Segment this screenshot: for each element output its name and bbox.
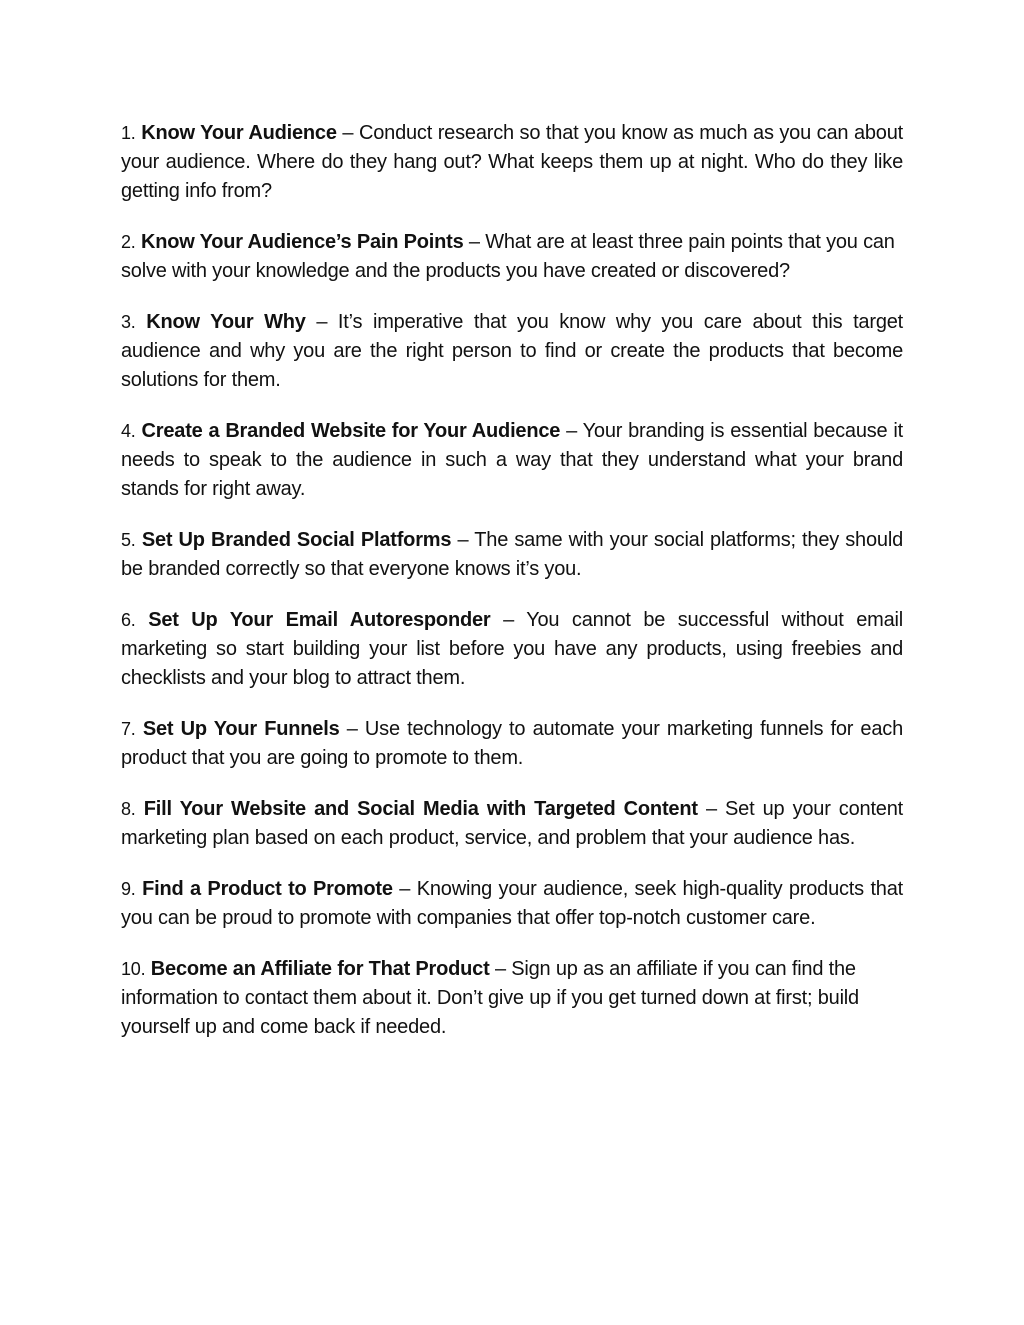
item-text: Use technology to automate your marketing funnels for each product that you are going to promote to them. xyxy=(121,718,903,769)
item-dash: – xyxy=(316,311,328,333)
document-page xyxy=(121,119,903,1064)
list-item xyxy=(121,795,903,853)
item-title: Create a Branded Website for Your Audience xyxy=(141,420,561,442)
item-dash: – xyxy=(503,609,514,631)
item-dash: – xyxy=(399,878,411,900)
item-dash: – xyxy=(457,529,469,551)
item-number: 5. xyxy=(121,530,136,550)
list-item xyxy=(121,417,903,504)
item-text: Knowing your audience, seek high-quality products that you can be proud to promote with companies that offer top-notch customer care. xyxy=(121,878,904,929)
list-item xyxy=(121,526,903,584)
item-title: Fill Your Website and Social Media with Targeted Content xyxy=(143,798,698,820)
item-text: Sign up as an affiliate if you can find the information to contact them about it. Don’t give up if you get turned down at first; build yourself up and come back if needed. xyxy=(121,958,859,1038)
item-text: You cannot be successful without email marketing so start building your list before you have any products, using freebies and checklists and your blog to attract them. xyxy=(121,609,903,689)
item-dash: – xyxy=(566,420,578,442)
item-title: Become an Affiliate for That Product xyxy=(150,958,490,980)
item-number: 1. xyxy=(121,123,136,143)
item-title: Know Your Why xyxy=(146,311,306,333)
item-number: 9. xyxy=(121,879,136,899)
item-title: Know Your Audience’s Pain Points xyxy=(140,231,464,253)
item-number: 8. xyxy=(121,799,136,819)
item-text: Your branding is essential because it needs to speak to the audience in such a way that they understand what your brand stands for right away. xyxy=(121,420,903,500)
item-number: 6. xyxy=(121,610,136,630)
list-item xyxy=(121,715,903,773)
item-text: Conduct research so that you know as much as you can about your audience. Where do they hang out? What keeps them up at night. Who do they like getting info from? xyxy=(121,122,903,202)
item-number: 10. xyxy=(121,959,146,979)
list-item xyxy=(121,875,903,933)
item-title: Set Up Your Email Autoresponder xyxy=(148,609,491,631)
item-dash: – xyxy=(468,231,480,253)
list-item xyxy=(121,955,903,1042)
item-number: 3. xyxy=(121,312,136,332)
item-number: 2. xyxy=(121,232,136,252)
item-text: Set up your content marketing plan based on each product, service, and problem that your audience has. xyxy=(121,798,904,849)
item-number: 7. xyxy=(121,719,136,739)
item-text: The same with your social platforms; they should be branded correctly so that everyone knows it’s you. xyxy=(121,529,903,580)
item-text: It’s imperative that you know why you care about this target audience and why you are the right person to find or create the products that become solutions for them. xyxy=(121,311,904,391)
item-dash: – xyxy=(494,958,506,980)
item-dash: – xyxy=(705,798,717,820)
item-title: Set Up Your Funnels xyxy=(142,718,340,740)
item-title: Set Up Branded Social Platforms xyxy=(141,529,452,551)
item-text: What are at least three pain points that you can solve with your knowledge and the products you have created or discovered? xyxy=(121,231,895,282)
item-title: Know Your Audience xyxy=(141,122,337,144)
item-number: 4. xyxy=(121,421,136,441)
list-item xyxy=(121,606,903,693)
item-title: Find a Product to Promote xyxy=(142,878,393,900)
list-item xyxy=(121,228,903,286)
list-item xyxy=(121,308,903,395)
item-dash: – xyxy=(346,718,358,740)
item-dash: – xyxy=(342,122,354,144)
list-item xyxy=(121,119,903,206)
